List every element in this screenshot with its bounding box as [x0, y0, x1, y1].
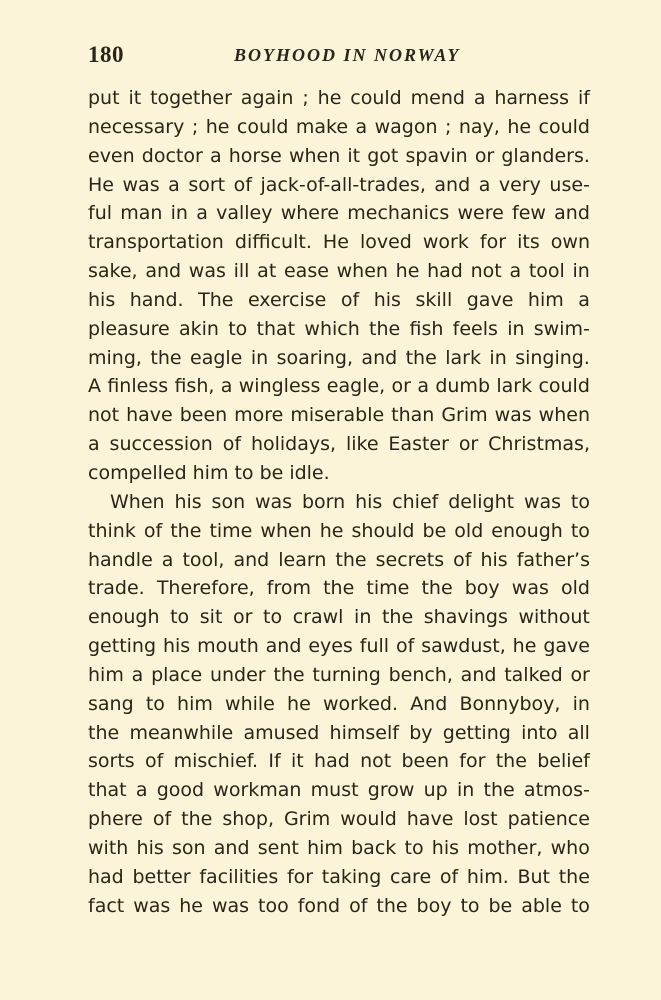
text-line: his hand. The exercise of his skill gave him a — [88, 288, 590, 311]
text-line: sang to him while he worked. And Bonnyboy, in — [88, 692, 590, 715]
text-line: sorts of mischief. If it had not been for the belief — [88, 750, 590, 773]
text-line-paragraph-end: compelled him to be idle. — [88, 461, 330, 484]
running-head: BOYHOOD IN NORWAY — [234, 45, 461, 65]
text-line: put it together again ; he could mend a harness if — [88, 87, 590, 109]
text-line: getting his mouth and eyes full of sawdust, he gave — [88, 635, 590, 658]
text-line: not have been more miserable than Grim was when — [88, 404, 590, 427]
page-header — [88, 42, 590, 76]
text-line: pleasure akin to that which the fish feels in swim- — [88, 317, 590, 340]
text-line-paragraph-start: When his son was born his chief delight was to — [110, 490, 590, 513]
text-line: ming, the eagle in soaring, and the lark in singing. — [88, 346, 590, 369]
text-line: handle a tool, and learn the secrets of his father’s — [88, 548, 590, 571]
text-line: sake, and was ill at ease when he had not a tool in — [88, 260, 590, 283]
text-line: A finless fish, a wingless eagle, or a dumb lark could — [88, 375, 590, 398]
text-line: him a place under the turning bench, and talked or — [88, 663, 590, 686]
text-line: necessary ; he could make a wagon ; nay, he could — [88, 115, 590, 138]
text-line: phere of the shop, Grim would have lost patience — [88, 808, 590, 831]
text-line: with his son and sent him back to his mother, who — [88, 836, 590, 859]
text-line: a succession of holidays, like Easter or Christmas, — [88, 433, 590, 456]
text-line: He was a sort of jack-of-all-trades, and a very use- — [88, 173, 590, 196]
text-line: enough to sit or to crawl in the shavings without — [88, 606, 590, 629]
text-line: trade. Therefore, from the time the boy was old — [88, 577, 590, 600]
text-line: that a good workman must grow up in the atmos- — [88, 779, 590, 802]
text-line: transportation difficult. He loved work for its own — [88, 231, 590, 254]
page-number: 180 — [88, 42, 124, 67]
text-line: had better facilities for taking care of him. But the — [88, 865, 590, 888]
body-text — [88, 84, 590, 920]
text-line: fact was he was too fond of the boy to be able to — [88, 894, 590, 917]
text-line: even doctor a horse when it got spavin or glanders. — [88, 144, 590, 167]
text-line: think of the time when he should be old enough to — [88, 519, 590, 542]
text-line: ful man in a valley where mechanics were few and — [88, 202, 590, 225]
text-line: the meanwhile amused himself by getting into all — [88, 721, 590, 744]
